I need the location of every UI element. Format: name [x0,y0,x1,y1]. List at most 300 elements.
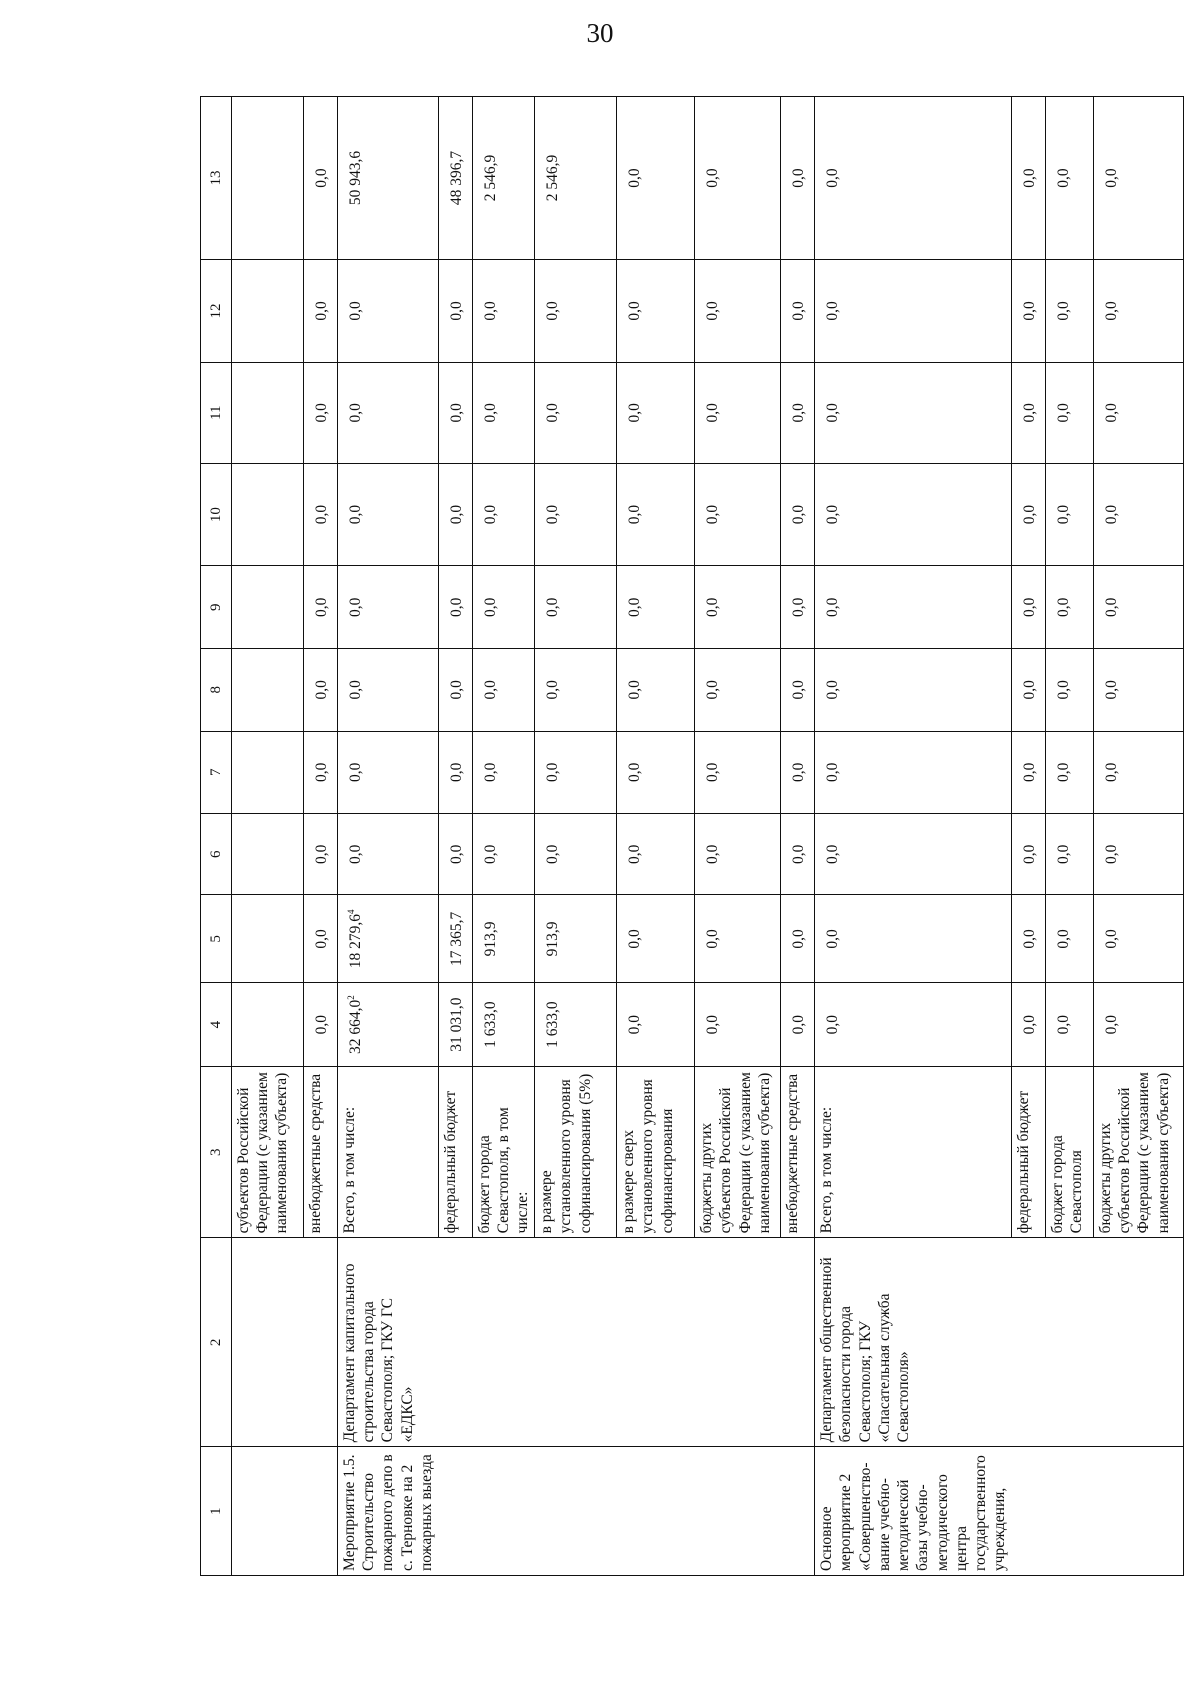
value-cell-col6 [815,814,1012,895]
value-cell-col11 [472,362,535,463]
value-text: 0,0 [704,1014,722,1035]
value-text: 0,0 [824,504,842,525]
value-cell-col5 [781,895,815,983]
value-text: 31 031,0 [447,997,465,1052]
value-cell-col10 [1011,463,1045,566]
value-cell-col13 [1093,97,1183,260]
value-cell-col13 [535,97,617,260]
value-cell-col10 [438,463,472,566]
value-text: 0,0 [824,301,842,321]
value-cell-col10 [535,463,617,566]
value-cell-col13 [304,97,338,260]
value-cell-col12 [1011,260,1045,363]
value-cell-col7 [535,731,617,814]
value-text: 0,0 [1054,929,1072,949]
value-text: 0,0 [481,844,499,864]
value-cell-col8 [781,649,815,732]
value-cell-col8 [304,649,338,732]
value-text: 18 279,6 [347,914,364,969]
value-text: 0,0 [824,1014,842,1035]
value-text: 0,0 [626,403,644,423]
value-cell-col10 [1045,463,1093,566]
value-cell-col11 [304,362,338,463]
value-text: 1 633,0 [481,1001,499,1048]
funding-source-cell: бюджеты других субъектов Российской Федерации (с указанием наименования субъекта) [695,1066,781,1237]
value-cell-col9 [695,566,781,649]
value-text: 0,0 [824,929,842,949]
executor-cell [1011,1238,1045,1447]
measure-name-cell [695,1447,781,1576]
value-text: 0,0 [1102,597,1120,617]
column-number-13: 13 [201,97,232,260]
value-cell-col5 [472,895,535,983]
value-cell-col8 [815,649,1012,732]
column-number-1: 1 [201,1447,232,1576]
table-row [1045,97,1093,1576]
table-row [338,97,439,1576]
value-cell-col9 [1045,566,1093,649]
value-cell-col8 [472,649,535,732]
value-cell-col5 [232,895,304,983]
value-text: 0,0 [790,301,808,321]
value-cell-col8 [232,649,304,732]
value-cell-col12 [1093,260,1183,363]
table-row [535,97,617,1576]
value-cell-col6 [338,814,439,895]
measure-name-cell [1093,1447,1183,1576]
value-cell-col7 [695,731,781,814]
value-text: 0,0 [1020,844,1038,864]
value-cell-col8 [1011,649,1045,732]
value-cell-col12 [304,260,338,363]
value-text: 0,0 [447,504,465,525]
funding-source-cell: внебюджетные средства [304,1066,338,1237]
value-cell-col7 [304,731,338,814]
value-cell-col4 [781,983,815,1067]
value-cell-col11 [617,362,695,463]
value-text: 0,0 [481,301,499,321]
value-cell-col10 [338,463,439,566]
value-cell-col13 [338,97,439,260]
value-text: 0,0 [447,403,465,423]
value-cell-col11 [695,362,781,463]
value-text: 0,0 [544,403,562,423]
value-cell-col9 [535,566,617,649]
value-cell-col6 [695,814,781,895]
value-text: 0,0 [626,929,644,949]
value-cell-col4 [695,983,781,1067]
value-text: 0,0 [1020,597,1038,617]
column-number-2: 2 [201,1238,232,1447]
value-text: 0,0 [1054,504,1072,525]
value-text: 0,0 [790,929,808,949]
value-cell-col4 [472,983,535,1067]
value-text: 0,0 [1102,762,1120,782]
value-text: 0,0 [1054,403,1072,423]
measure-name-cell [232,1447,304,1576]
value-cell-col5 [535,895,617,983]
value-cell-col9 [472,566,535,649]
value-cell-col13 [1045,97,1093,260]
value-text: 0,0 [704,762,722,782]
value-cell-col4 [535,983,617,1067]
value-cell-col11 [815,362,1012,463]
value-cell-col11 [1045,362,1093,463]
value-text: 0,0 [313,929,330,949]
value-cell-col9 [304,566,338,649]
value-text: 0,0 [1020,301,1038,321]
executor-cell [304,1238,338,1447]
value-text: 0,0 [790,1014,808,1035]
value-cell-col8 [438,649,472,732]
value-cell-col13 [1011,97,1045,260]
value-text: 0,0 [313,762,330,782]
table-body [232,97,1184,1576]
value-cell-col10 [781,463,815,566]
executor-cell [781,1238,815,1447]
value-text: 0,0 [544,504,562,525]
value-text: 0,0 [626,504,644,525]
funding-source-cell: Всего, в том числе: [815,1066,1012,1237]
value-cell-col9 [338,566,439,649]
measure-name-cell [617,1447,695,1576]
value-cell-col11 [781,362,815,463]
value-cell-col5 [438,895,472,983]
value-text: 2 546,9 [481,154,499,202]
value-text: 0,0 [1020,929,1038,949]
value-text: 0,0 [544,844,562,864]
value-cell-col12 [535,260,617,363]
value-text: 0,0 [1102,168,1120,188]
value-text: 0,0 [1020,168,1038,188]
value-cell-col11 [438,362,472,463]
value-cell-col9 [781,566,815,649]
executor-cell: Департамент общественной безопасности города Севастополя; ГКУ «Спасательная служба Севастополя» [815,1238,1012,1447]
value-text: 0,0 [447,762,465,782]
funding-source-cell: в размере установленного уровня софинансирования (5%) [535,1066,617,1237]
page-number: 30 [586,18,614,48]
funding-source-cell: бюджет города Севастополя, в том числе: [472,1066,535,1237]
value-cell-col6 [472,814,535,895]
value-text: 17 365,7 [447,911,465,967]
value-cell-col4 [617,983,695,1067]
value-cell-col9 [438,566,472,649]
value-text: 0,0 [313,301,330,321]
value-text: 0,0 [626,844,644,864]
value-cell-col7 [338,731,439,814]
value-cell-col7 [781,731,815,814]
value-text: 0,0 [544,762,562,782]
executor-cell [1093,1238,1183,1447]
funding-source-cell: в размере сверх установленного уровня софинансирования [617,1066,695,1237]
value-text: 0,0 [790,403,808,423]
value-cell-col8 [617,649,695,732]
value-text: 50 943,6 [347,150,364,206]
table-row [1093,97,1183,1576]
value-text: 0,0 [824,403,842,423]
value-text: 0,0 [704,929,722,949]
value-cell-col9 [1093,566,1183,649]
table-row [472,97,535,1576]
value-cell-col4 [304,983,338,1067]
value-cell-col11 [338,362,439,463]
value-cell-col5 [304,895,338,983]
value-cell-col6 [1093,814,1183,895]
value-text: 0,0 [313,504,330,525]
value-text: 0,0 [790,844,808,864]
value-cell-col6 [781,814,815,895]
value-text: 0,0 [1054,168,1072,188]
value-text: 0,0 [626,680,644,700]
value-cell-col12 [617,260,695,363]
value-cell-col7 [1093,731,1183,814]
value-text: 913,9 [481,921,499,957]
measure-name-cell [535,1447,617,1576]
column-number-3: 3 [201,1066,232,1237]
column-number-12: 12 [201,260,232,363]
executor-cell [695,1238,781,1447]
value-text: 0,0 [313,680,330,700]
column-number-8: 8 [201,649,232,732]
value-text: 0,0 [824,762,842,782]
measure-name-cell: Основное мероприятие 2 «Совершенство-вание учебно-методической базы учебно-методического центра государственного учреждения, [815,1447,1012,1576]
value-cell-col7 [1045,731,1093,814]
table-row [304,97,338,1576]
value-text: 0,0 [626,762,644,782]
value-text: 0,0 [790,504,808,525]
value-cell-col8 [535,649,617,732]
table-row [617,97,695,1576]
value-text: 913,9 [544,921,562,957]
measure-name-cell: Мероприятие 1.5. Строительство пожарного депо в с. Терновке на 2 пожарных выезда [338,1447,439,1576]
value-cell-col4 [1011,983,1045,1067]
value-cell-col8 [338,649,439,732]
column-number-6: 6 [201,814,232,895]
value-text: 0,0 [481,762,499,782]
value-text: 0,0 [1054,762,1072,782]
value-text: 0,0 [447,680,465,700]
value-text: 0,0 [1102,1014,1120,1035]
column-number-10: 10 [201,463,232,566]
value-cell-col12 [1045,260,1093,363]
value-text: 0,0 [790,762,808,782]
value-text: 0,0 [824,680,842,700]
value-cell-col4 [232,983,304,1067]
value-text: 0,0 [626,1014,644,1035]
value-cell-col8 [1093,649,1183,732]
executor-cell [1045,1238,1093,1447]
value-text: 0,0 [313,403,330,423]
value-cell-col5 [1011,895,1045,983]
value-text: 0,0 [1054,844,1072,864]
value-cell-col7 [1011,731,1045,814]
value-text: 0,0 [347,844,364,864]
value-text: 0,0 [1054,680,1072,700]
value-cell-col9 [1011,566,1045,649]
financing-table [200,96,1184,1576]
executor-cell: Департамент капитального строительства города Севастополя; ГКУ ГС «ЕДКС» [338,1238,439,1447]
table-row [1011,97,1045,1576]
value-text: 0,0 [704,504,722,525]
value-cell-col4 [1045,983,1093,1067]
value-cell-col9 [232,566,304,649]
value-text: 0,0 [1102,844,1120,864]
value-cell-col4 [815,983,1012,1067]
column-number-11: 11 [201,362,232,463]
value-text: 48 396,7 [447,150,465,206]
value-cell-col6 [304,814,338,895]
value-cell-col8 [1045,649,1093,732]
value-cell-col12 [815,260,1012,363]
table-row [695,97,781,1576]
column-number-5: 5 [201,895,232,983]
table-row [232,97,304,1576]
value-text: 0,0 [313,1014,330,1035]
value-text: 0,0 [313,168,330,188]
value-text: 0,0 [626,301,644,321]
value-text: 0,0 [704,168,722,188]
funding-source-cell: бюджет города Севастополя [1045,1066,1093,1237]
footnote-marker: 4 [345,909,356,915]
value-text: 0,0 [347,301,364,321]
value-cell-col10 [304,463,338,566]
value-cell-col5 [617,895,695,983]
value-text: 0,0 [544,597,562,617]
funding-source-cell: субъектов Российской Федерации (с указанием наименования субъекта) [232,1066,304,1237]
value-text: 0,0 [481,403,499,423]
value-text: 0,0 [544,680,562,700]
value-cell-col12 [438,260,472,363]
column-number-4: 4 [201,983,232,1067]
table-row [438,97,472,1576]
value-cell-col4 [1093,983,1183,1067]
value-text: 0,0 [790,680,808,700]
value-text: 0,0 [1054,1014,1072,1035]
value-cell-col5 [338,895,439,983]
value-cell-col7 [617,731,695,814]
measure-name-cell [1045,1447,1093,1576]
measure-name-cell [438,1447,472,1576]
executor-cell [472,1238,535,1447]
column-number-row [201,97,232,1576]
value-text: 0,0 [1020,403,1038,423]
value-cell-col7 [815,731,1012,814]
funding-source-cell: федеральный бюджет [1011,1066,1045,1237]
value-cell-col13 [438,97,472,260]
funding-source-cell: внебюджетные средства [781,1066,815,1237]
value-cell-col6 [1011,814,1045,895]
value-text: 0,0 [704,844,722,864]
value-text: 0,0 [626,168,644,188]
value-text: 0,0 [347,680,364,700]
value-cell-col10 [232,463,304,566]
value-text: 0,0 [1102,680,1120,700]
value-text: 2 546,9 [544,154,562,202]
value-cell-col9 [617,566,695,649]
value-text: 0,0 [481,504,499,525]
value-text: 0,0 [481,680,499,700]
measure-name-cell [781,1447,815,1576]
value-cell-col11 [1011,362,1045,463]
value-text: 0,0 [1102,504,1120,525]
value-cell-col10 [1093,463,1183,566]
value-text: 0,0 [544,301,562,321]
executor-cell [438,1238,472,1447]
value-cell-col12 [695,260,781,363]
measure-name-cell [1011,1447,1045,1576]
value-cell-col13 [232,97,304,260]
value-text: 0,0 [1102,403,1120,423]
value-text: 0,0 [1020,1014,1038,1035]
value-cell-col6 [438,814,472,895]
value-text: 0,0 [790,597,808,617]
table-row [781,97,815,1576]
value-text: 0,0 [704,403,722,423]
value-text: 1 633,0 [544,1001,562,1048]
value-text: 0,0 [347,403,364,423]
value-cell-col13 [781,97,815,260]
measure-name-cell [472,1447,535,1576]
value-cell-col13 [815,97,1012,260]
value-text: 0,0 [447,597,465,617]
value-text: 0,0 [347,597,364,617]
value-text: 0,0 [347,504,364,525]
value-cell-col12 [338,260,439,363]
value-text: 0,0 [1054,597,1072,617]
value-cell-col11 [232,362,304,463]
value-text: 0,0 [1054,301,1072,321]
column-number-9: 9 [201,566,232,649]
value-cell-col7 [438,731,472,814]
executor-cell [535,1238,617,1447]
value-cell-col10 [695,463,781,566]
value-text: 0,0 [704,680,722,700]
value-cell-col10 [815,463,1012,566]
value-text: 0,0 [704,301,722,321]
executor-cell [232,1238,304,1447]
value-text: 0,0 [626,597,644,617]
value-cell-col4 [438,983,472,1067]
value-cell-col5 [1045,895,1093,983]
value-text: 0,0 [1020,680,1038,700]
value-cell-col10 [472,463,535,566]
funding-source-cell: федеральный бюджет [438,1066,472,1237]
value-cell-col12 [472,260,535,363]
value-cell-col8 [695,649,781,732]
value-text: 0,0 [1102,929,1120,949]
value-cell-col13 [617,97,695,260]
value-cell-col6 [232,814,304,895]
value-cell-col4 [338,983,439,1067]
executor-cell [617,1238,695,1447]
value-cell-col10 [617,463,695,566]
column-number-7: 7 [201,731,232,814]
value-cell-col13 [695,97,781,260]
value-text: 0,0 [1020,762,1038,782]
value-cell-col12 [781,260,815,363]
value-cell-col5 [695,895,781,983]
value-cell-col9 [815,566,1012,649]
value-cell-col11 [535,362,617,463]
value-text: 0,0 [1020,504,1038,525]
value-text: 0,0 [447,844,465,864]
value-text: 0,0 [313,597,330,617]
value-text: 0,0 [824,168,842,188]
value-cell-col6 [1045,814,1093,895]
value-text: 0,0 [313,844,330,864]
value-text: 0,0 [347,762,364,782]
value-text: 0,0 [1102,301,1120,321]
